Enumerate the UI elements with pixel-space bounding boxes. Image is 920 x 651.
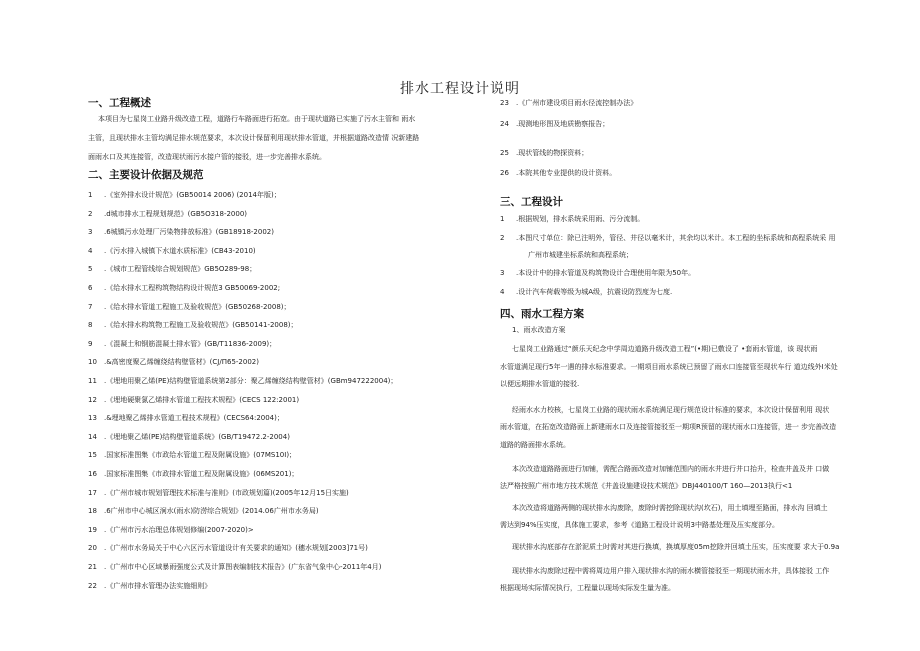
- reference-item: [88, 432, 290, 442]
- item-text: .《广州市污水治理总体规划修编(2007-2020)>: [104, 525, 254, 534]
- paragraph-line: 经雨水水力校核，七星岗工业路的现状雨水系统满足现行规范设计标准的要求，本次设计保留利用 现状: [512, 405, 830, 414]
- item-number: 18: [88, 507, 97, 516]
- paragraph-line: 水管道满足现行5年一遇的排水标准要求。一期项目雨水系统已预留了雨水口连接管至现状车行 道边线外I米处: [500, 362, 838, 371]
- design-item: [500, 214, 644, 224]
- reference-item: [88, 320, 298, 330]
- reference-item: [500, 119, 609, 129]
- item-number: 2: [500, 234, 505, 242]
- section-2-heading: 二、主要设计依据及规范: [88, 169, 204, 181]
- paragraph-line: 法严格按照广州市地方技术规范《井盖设施建设技术规范》DBJ440100/T 160—2013执行<1: [500, 482, 793, 491]
- item-text: .《广州市中心区域暴雨强度公式及计算图表编制技术报告》(广东省气象中心-2011年4月): [104, 563, 382, 571]
- item-number: 14: [88, 432, 97, 441]
- reference-item: [88, 376, 397, 386]
- item-number: 3: [88, 228, 93, 237]
- subsection-title: 1、雨水改造方案: [512, 326, 566, 334]
- reference-item: [88, 469, 298, 479]
- item-number: 23: [500, 99, 509, 107]
- item-text: .国家标准图集《市政给水管道工程及附属设施》(07MS10I)；: [104, 451, 297, 460]
- item-number: 21: [88, 563, 97, 571]
- section-1-paragraph-line: 本项目为七星岗工业路升级改造工程，道路行车路面进行拓宽。由于现状道路已实施了污水主管和 雨水: [98, 115, 416, 123]
- item-number: 15: [88, 451, 97, 460]
- item-number: 22: [88, 581, 97, 590]
- section-1-heading: 一、工程概述: [88, 97, 151, 109]
- section-4-heading: 四、雨水工程方案: [500, 308, 584, 320]
- item-text: .设计汽车荷载等级为城A级，抗震设防烈度为七度.: [516, 288, 673, 296]
- item-text: .《广州市排水管理办法实施细则》: [104, 581, 212, 590]
- reference-item: [88, 209, 247, 219]
- reference-item: [88, 339, 276, 349]
- paragraph-line: 现状排水沟底部存在淤泥质土时需对其进行换填，换填厚度05m挖除并回填土压实，压实度要 求大于0.9a: [512, 543, 840, 551]
- item-text: .6广州市中心城区涧水(雨水)防涝综合规划》(2014.06广州市水务局): [104, 507, 319, 516]
- section-1-paragraph-line: 面雨水口及其连接管，改造现状雨污水接户管的接驳，进一步完善排水系统。: [88, 153, 326, 161]
- item-text: .&埋地聚乙烯排水管道工程技术规程》(CECS64:2004)；: [104, 414, 284, 423]
- item-number: 16: [88, 470, 97, 478]
- item-number: 10: [88, 358, 97, 367]
- reference-item: [500, 168, 616, 178]
- item-text: .本图尺寸单位：除已注明外，管径、井径以毫米计，其余均以米计。本工程的坐标系统和高程系统采 用: [516, 234, 836, 242]
- item-number: 13: [88, 414, 97, 423]
- item-text: .《广州市水务局关于中心六区污水管道设计有关要求的通知》(穗水规划[2003]71号): [104, 544, 368, 553]
- item-text: .《污水排入城镇下水道水质标准》(CB43-2010): [104, 246, 256, 255]
- item-text: .《给水排水工程构筑物结构设计规范3 GB50069-2002;: [104, 284, 281, 292]
- reference-item: [88, 190, 281, 200]
- item-number: 19: [88, 525, 97, 534]
- design-item: [500, 233, 835, 243]
- paragraph-line: 本次改造将道路两侧的现状排水沟废除，废除时需挖除现状沟(坎石)，用土填埋至路面，排水沟 回填土: [512, 503, 828, 512]
- paragraph-line: 需达到94%压实度，具体施工要求，参考《道路工程设计说明3中路基处理及压实度部分。: [500, 521, 780, 530]
- item-number: 3: [500, 269, 505, 277]
- item-number: 9: [88, 339, 93, 348]
- item-number: 26: [500, 169, 509, 177]
- reference-item: [500, 148, 588, 158]
- item-text: .《埋地硬聚氯乙烯排水管道工程技术规程》(CECS 122:2001): [104, 395, 300, 404]
- reference-item: [88, 395, 299, 405]
- paragraph-line: 以便远期排水管道的接驳.: [500, 380, 580, 389]
- item-text: .本设计中的排水管道及构筑物设计合理使用年限为50年。: [516, 269, 696, 277]
- paragraph-line: 道路的路面排水系统。: [500, 441, 570, 449]
- item-number: 24: [500, 120, 509, 128]
- item-text: .《城市工程管线综合规划规范》GB5O289-98；: [104, 265, 257, 274]
- design-item: [500, 287, 672, 297]
- design-item: [500, 268, 695, 278]
- item-number: 25: [500, 149, 509, 157]
- item-text: .&高密度聚乙烯缠绕结构壁管材》(CJ/Π65-2002): [104, 358, 259, 367]
- item-text: .现状管线的物探资料；: [516, 149, 589, 157]
- reference-item: [88, 562, 381, 572]
- item-number: 8: [88, 321, 93, 330]
- item-text: .《室外排水设计规范》(GB50014 2006) (2014年版)；: [104, 191, 281, 199]
- page-title: 排水工程设计说明: [400, 81, 520, 97]
- item-text: 广州市城建坐标系统和高程系统；: [528, 251, 633, 259]
- item-text: .现测地形图及地质勘察报告；: [516, 120, 610, 128]
- reference-item: [88, 450, 296, 460]
- reference-item: [88, 246, 256, 256]
- paragraph-line: 本次改造道路路面进行加铺，需配合路面改造对加铺范围内的雨水井进行井口抬升，检查井盖及井 口做: [512, 464, 830, 473]
- reference-item: [88, 302, 291, 312]
- design-item: [512, 250, 633, 260]
- reference-item: [88, 357, 259, 367]
- item-text: .《广州市建设项目雨水径流控制办法》: [516, 99, 638, 107]
- paragraph-line: 七星岗工业路通过“颜乐天纪念中学周边道路升级改造工程”(•期)已敷设了 •套雨水管道，该 现状雨: [512, 345, 818, 353]
- item-number: 5: [88, 265, 93, 274]
- item-text: .根据规划，排水系统采用雨、污分流制。: [516, 215, 645, 223]
- item-number: 4: [500, 288, 505, 296]
- item-number: 20: [88, 544, 97, 553]
- reference-item: [88, 506, 319, 516]
- reference-item: [88, 413, 284, 423]
- item-text: .《给水排水构筑物工程施工及验收规范》(GB50141-2008)；: [104, 321, 298, 330]
- item-number: 6: [88, 284, 93, 292]
- item-text: .《混凝土和钢筋混凝土排水管》(GB/T11836-2009)；: [104, 339, 277, 348]
- reference-item: [88, 525, 254, 535]
- reference-item: [88, 543, 368, 553]
- item-text: .《埋地聚乙烯(PE)结构壁管道系统》(GB/T19472.2-2004): [104, 432, 290, 441]
- item-number: 1: [500, 215, 505, 223]
- paragraph-line: 现状排水沟废除过程中需将周边用户排入现状排水沟的雨水横管接驳至一期现状雨水井，具体接驳 工作: [512, 566, 830, 575]
- item-number: 11: [88, 377, 97, 385]
- reference-item: [88, 227, 274, 237]
- reference-item: [88, 581, 211, 591]
- item-text: .6城镇污水处理厂污染物排放标准》(GB18918-2002): [104, 228, 274, 237]
- section-1-paragraph-line: 主管，且现状排水主管均满足排水规范要求，本次设计保留利用现状排水管道，并根据道路改造情 况新建路: [88, 134, 420, 142]
- item-number: 2: [88, 209, 93, 218]
- item-number: 4: [88, 246, 93, 255]
- item-text: .《给水排水管道工程施工及验收规范》(GB50268-2008)；: [104, 302, 291, 311]
- item-number: 17: [88, 488, 97, 497]
- item-text: .国家标准图集《市政排水管道工程及附属设施》(06MS201)；: [104, 470, 299, 478]
- item-text: .本院其他专业提供的设计资料。: [516, 169, 617, 177]
- item-number: 7: [88, 302, 93, 311]
- item-text: .《广州市城市规划管理技术标准与准则》(市政规划篇)(2005年12月15日实施): [104, 488, 349, 497]
- reference-item: [500, 98, 637, 108]
- item-number: 1: [88, 191, 93, 199]
- reference-item: [88, 488, 349, 498]
- item-text: .d城市排水工程规划规范》(GB5O318-2000): [104, 209, 248, 218]
- paragraph-line: 雨水管道，在拓宽改造路面上新建雨水口及连接管接驳至一期项R预留的现状雨水口连接管，进一 步完善改造: [500, 423, 837, 432]
- reference-item: [88, 264, 256, 274]
- item-text: .《埋地用聚乙烯(PE)结构壁管道系统第2部分：聚乙烯缠绕结构壁管材》(GBm947222004)；: [104, 377, 398, 385]
- paragraph-line: 根据现场实际情况执行，工程量以现场实际发生量为准。: [500, 584, 675, 593]
- reference-item: [88, 283, 280, 293]
- item-number: 12: [88, 395, 97, 404]
- section-3-heading: 三、工程设计: [500, 196, 563, 208]
